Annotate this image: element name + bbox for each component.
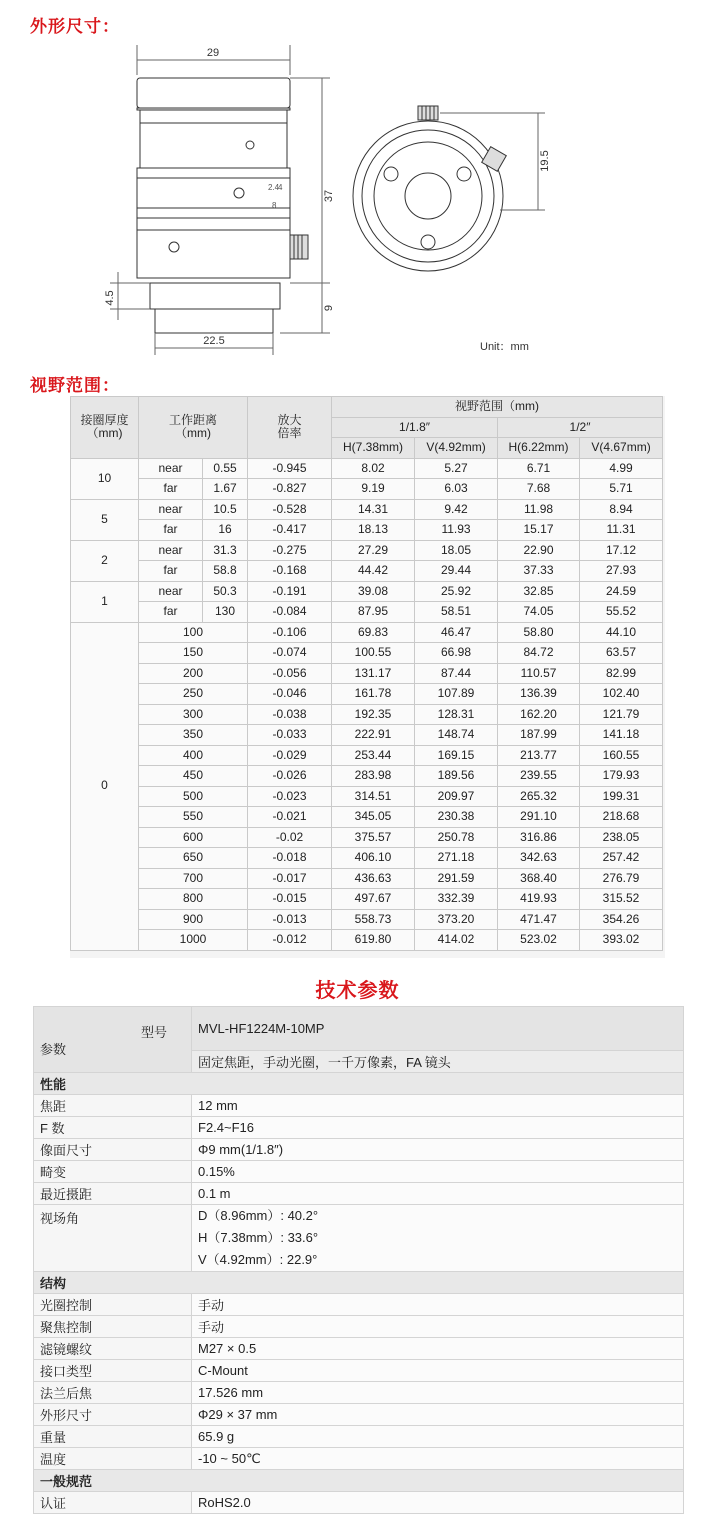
certification-value: RoHS2.0	[192, 1492, 684, 1514]
fov-row	[71, 499, 663, 520]
category-performance: 性能	[34, 1073, 684, 1095]
fov-value-cell: 29.44	[415, 561, 498, 582]
magnification-cell: -0.275	[248, 540, 332, 561]
magnification-cell: -0.012	[248, 930, 332, 951]
fov-row	[71, 745, 663, 766]
focus-control-value: 手动	[192, 1316, 684, 1338]
magnification-cell: -0.017	[248, 868, 332, 889]
focal-length-value: 12 mm	[192, 1095, 684, 1117]
fov-value-cell: 265.32	[498, 786, 580, 807]
magnification-cell: -0.021	[248, 807, 332, 828]
working-distance-cell: 1.67	[203, 479, 248, 500]
dim-9-label: 9	[323, 304, 335, 312]
fov-value-cell: 87.44	[415, 663, 498, 684]
near-far-label: far	[139, 479, 203, 500]
fov-value-cell: 8.02	[332, 458, 415, 479]
ring-mark-8: 8	[272, 201, 277, 210]
working-distance-cell: 600	[139, 827, 248, 848]
fov-value-cell: 179.93	[580, 766, 663, 787]
fov-value-cell: 4.99	[580, 458, 663, 479]
working-distance-cell: 100	[139, 622, 248, 643]
dim-22-5-label: 22.5	[203, 335, 225, 347]
fov-value-cell: 419.93	[498, 889, 580, 910]
fov-value-cell: 345.05	[332, 807, 415, 828]
fov-value-cell: 121.79	[580, 704, 663, 725]
near-far-label: near	[139, 540, 203, 561]
working-distance-cell: 400	[139, 745, 248, 766]
fov-value-cell: 46.47	[415, 622, 498, 643]
fov-value-cell: 11.31	[580, 520, 663, 541]
fov-value-cell: 14.31	[332, 499, 415, 520]
fov-value-cell: 497.67	[332, 889, 415, 910]
fov-value-cell: 24.59	[580, 581, 663, 602]
weight-value: 65.9 g	[192, 1426, 684, 1448]
param-value: 固定焦距，手动光圈，一千万像素，FA 镜头	[192, 1051, 684, 1073]
near-far-label: near	[139, 499, 203, 520]
fov-row	[71, 581, 663, 602]
fov-value-cell: 58.51	[415, 602, 498, 623]
distortion-value: 0.15%	[192, 1161, 684, 1183]
magnification-cell: -0.013	[248, 909, 332, 930]
mount-value: C-Mount	[192, 1360, 684, 1382]
temperature-key: 温度	[34, 1448, 192, 1470]
f-number-key: F 数	[34, 1117, 192, 1139]
fov-value-cell: 316.86	[498, 827, 580, 848]
fov-row	[71, 909, 663, 930]
temperature-value: -10 ~ 50℃	[192, 1448, 684, 1470]
working-distance-cell: 450	[139, 766, 248, 787]
magnification-cell: -0.074	[248, 643, 332, 664]
magnification-cell: -0.033	[248, 725, 332, 746]
focus-control-key: 聚焦控制	[34, 1316, 192, 1338]
fov-row	[71, 602, 663, 623]
working-distance-cell: 10.5	[203, 499, 248, 520]
ring-thickness-cell: 1	[71, 581, 139, 622]
fov-table-container	[70, 396, 665, 958]
fov-value-cell: 314.51	[332, 786, 415, 807]
fov-value-cell: 276.79	[580, 868, 663, 889]
working-distance-cell: 900	[139, 909, 248, 930]
fov-row	[71, 479, 663, 500]
fov-value-cell: 315.52	[580, 889, 663, 910]
fov-angle-value	[192, 1205, 684, 1272]
fov-row	[71, 848, 663, 869]
header-magnification: 放大 倍率	[248, 397, 332, 459]
image-size-key: 像面尺寸	[34, 1139, 192, 1161]
dimensions-section-title: 外形尺寸：	[30, 17, 120, 36]
mount-key: 接口类型	[34, 1360, 192, 1382]
fov-value-cell: 27.93	[580, 561, 663, 582]
fov-value-cell: 523.02	[498, 930, 580, 951]
fov-row	[71, 786, 663, 807]
fov-value-cell: 5.71	[580, 479, 663, 500]
dim-37-label: 37	[323, 189, 335, 203]
fov-angle-h: H（7.38mm）: 33.6°	[198, 1230, 319, 1245]
fov-row	[71, 622, 663, 643]
fov-value-cell: 271.18	[415, 848, 498, 869]
header-working-distance: 工作距离 （mm)	[139, 397, 248, 459]
fov-row	[71, 868, 663, 889]
fov-value-cell: 283.98	[332, 766, 415, 787]
fov-value-cell: 253.44	[332, 745, 415, 766]
fov-value-cell: 160.55	[580, 745, 663, 766]
fov-value-cell: 291.10	[498, 807, 580, 828]
magnification-cell: -0.023	[248, 786, 332, 807]
fov-row	[71, 930, 663, 951]
magnification-cell: -0.015	[248, 889, 332, 910]
fov-value-cell: 354.26	[580, 909, 663, 930]
fov-value-cell: 39.08	[332, 581, 415, 602]
fov-value-cell: 239.55	[498, 766, 580, 787]
iris-control-key: 光圈控制	[34, 1294, 192, 1316]
working-distance-cell: 800	[139, 889, 248, 910]
working-distance-cell: 1000	[139, 930, 248, 951]
spec-section-title: 技术参数	[315, 980, 400, 1002]
fov-value-cell: 8.94	[580, 499, 663, 520]
fov-value-cell: 37.33	[498, 561, 580, 582]
fov-value-cell: 25.92	[415, 581, 498, 602]
fov-value-cell: 32.85	[498, 581, 580, 602]
working-distance-cell: 150	[139, 643, 248, 664]
fov-value-cell: 69.83	[332, 622, 415, 643]
fov-value-cell: 11.93	[415, 520, 498, 541]
fov-value-cell: 250.78	[415, 827, 498, 848]
fov-value-cell: 6.03	[415, 479, 498, 500]
magnification-cell: -0.827	[248, 479, 332, 500]
focal-length-key: 焦距	[34, 1095, 192, 1117]
working-distance-cell: 350	[139, 725, 248, 746]
distortion-key: 畸变	[34, 1161, 192, 1183]
fov-value-cell: 74.05	[498, 602, 580, 623]
near-far-label: far	[139, 520, 203, 541]
working-distance-cell: 650	[139, 848, 248, 869]
fov-value-cell: 9.42	[415, 499, 498, 520]
fov-angle-v: V（4.92mm）: 22.9°	[198, 1252, 318, 1267]
fov-value-cell: 84.72	[498, 643, 580, 664]
fov-value-cell: 257.42	[580, 848, 663, 869]
magnification-cell: -0.084	[248, 602, 332, 623]
fov-value-cell: 406.10	[332, 848, 415, 869]
fov-value-cell: 136.39	[498, 684, 580, 705]
fov-table-body	[71, 458, 663, 950]
fov-value-cell: 148.74	[415, 725, 498, 746]
header-v-4-67: V(4.67mm)	[580, 438, 663, 459]
fov-value-cell: 342.63	[498, 848, 580, 869]
dim-19-5-label: 19.5	[539, 150, 551, 172]
fov-value-cell: 22.90	[498, 540, 580, 561]
header-fov: 视野范围（mm)	[332, 397, 663, 418]
size-value: Φ29 × 37 mm	[192, 1404, 684, 1426]
working-distance-cell: 250	[139, 684, 248, 705]
fov-value-cell: 209.97	[415, 786, 498, 807]
model-value: MVL-HF1224M-10MP	[192, 1007, 684, 1051]
fov-value-cell: 18.13	[332, 520, 415, 541]
fov-value-cell: 161.78	[332, 684, 415, 705]
magnification-cell: -0.038	[248, 704, 332, 725]
fov-value-cell: 100.55	[332, 643, 415, 664]
f-number-value: F2.4~F16	[192, 1117, 684, 1139]
fov-value-cell: 189.56	[415, 766, 498, 787]
fov-value-cell: 131.17	[332, 663, 415, 684]
fov-angle-d: D（8.96mm）: 40.2°	[198, 1208, 319, 1223]
ring-mark-4: 4	[278, 183, 283, 192]
fov-value-cell: 199.31	[580, 786, 663, 807]
working-distance-cell: 550	[139, 807, 248, 828]
fov-value-cell: 82.99	[580, 663, 663, 684]
size-key: 外形尺寸	[34, 1404, 192, 1426]
fov-value-cell: 187.99	[498, 725, 580, 746]
fov-value-cell: 213.77	[498, 745, 580, 766]
working-distance-cell: 16	[203, 520, 248, 541]
fov-row	[71, 725, 663, 746]
fov-value-cell: 66.98	[415, 643, 498, 664]
fov-row	[71, 643, 663, 664]
fov-value-cell: 192.35	[332, 704, 415, 725]
ring-thickness-cell: 10	[71, 458, 139, 499]
working-distance-cell: 31.3	[203, 540, 248, 561]
fov-value-cell: 222.91	[332, 725, 415, 746]
fov-value-cell: 44.10	[580, 622, 663, 643]
magnification-cell: -0.528	[248, 499, 332, 520]
magnification-cell: -0.026	[248, 766, 332, 787]
spec-corner-header	[34, 1007, 192, 1073]
fov-value-cell: 87.95	[332, 602, 415, 623]
fov-value-cell: 436.63	[332, 868, 415, 889]
fov-value-cell: 218.68	[580, 807, 663, 828]
spec-table-container	[33, 1006, 683, 1514]
fov-value-cell: 44.42	[332, 561, 415, 582]
header-v-4-92: V(4.92mm)	[415, 438, 498, 459]
magnification-cell: -0.191	[248, 581, 332, 602]
fov-value-cell: 58.80	[498, 622, 580, 643]
fov-value-cell: 55.52	[580, 602, 663, 623]
fov-row	[71, 704, 663, 725]
fov-value-cell: 414.02	[415, 930, 498, 951]
ring-thickness-cell: 2	[71, 540, 139, 581]
fov-value-cell: 27.29	[332, 540, 415, 561]
magnification-cell: -0.046	[248, 684, 332, 705]
magnification-cell: -0.02	[248, 827, 332, 848]
magnification-cell: -0.106	[248, 622, 332, 643]
mod-key: 最近摄距	[34, 1183, 192, 1205]
fov-value-cell: 15.17	[498, 520, 580, 541]
magnification-cell: -0.417	[248, 520, 332, 541]
fov-value-cell: 162.20	[498, 704, 580, 725]
fov-row	[71, 827, 663, 848]
model-key: 型号	[140, 1024, 167, 1040]
fov-value-cell: 18.05	[415, 540, 498, 561]
fov-row	[71, 520, 663, 541]
dim-4-5-label: 4.5	[104, 290, 116, 306]
near-far-label: far	[139, 602, 203, 623]
dim-29-label: 29	[206, 47, 220, 59]
fov-row	[71, 766, 663, 787]
header-sensor-1-2: 1/2″	[498, 417, 663, 438]
fov-row	[71, 684, 663, 705]
fov-row	[71, 561, 663, 582]
fov-row	[71, 458, 663, 479]
fov-value-cell: 169.15	[415, 745, 498, 766]
working-distance-cell: 300	[139, 704, 248, 725]
near-far-label: near	[139, 458, 203, 479]
working-distance-cell: 50.3	[203, 581, 248, 602]
fov-value-cell: 9.19	[332, 479, 415, 500]
ring-thickness-cell: 0	[71, 622, 139, 950]
near-far-label: near	[139, 581, 203, 602]
header-h-7-38: H(7.38mm)	[332, 438, 415, 459]
working-distance-cell: 500	[139, 786, 248, 807]
fov-value-cell: 332.39	[415, 889, 498, 910]
flange-key: 法兰后焦	[34, 1382, 192, 1404]
magnification-cell: -0.168	[248, 561, 332, 582]
ring-mark-2-4: 2.4	[268, 183, 280, 192]
fov-value-cell: 291.59	[415, 868, 498, 889]
fov-value-cell: 238.05	[580, 827, 663, 848]
fov-value-cell: 102.40	[580, 684, 663, 705]
fov-value-cell: 5.27	[415, 458, 498, 479]
ring-thickness-cell: 5	[71, 499, 139, 540]
fov-value-cell: 471.47	[498, 909, 580, 930]
header-h-6-22: H(6.22mm)	[498, 438, 580, 459]
working-distance-cell: 700	[139, 868, 248, 889]
param-key: 参数	[40, 1041, 67, 1057]
fov-value-cell: 7.68	[498, 479, 580, 500]
header-ring-thickness: 接圈厚度 （mm)	[71, 397, 139, 459]
working-distance-cell: 58.8	[203, 561, 248, 582]
fov-value-cell: 107.89	[415, 684, 498, 705]
fov-row	[71, 540, 663, 561]
magnification-cell: -0.018	[248, 848, 332, 869]
near-far-label: far	[139, 561, 203, 582]
working-distance-cell: 130	[203, 602, 248, 623]
fov-section-title: 视野范围：	[30, 376, 120, 395]
working-distance-cell: 200	[139, 663, 248, 684]
weight-key: 重量	[34, 1426, 192, 1448]
fov-value-cell: 375.57	[332, 827, 415, 848]
iris-control-value: 手动	[192, 1294, 684, 1316]
spec-table	[33, 1006, 684, 1514]
fov-value-cell: 17.12	[580, 540, 663, 561]
flange-value: 17.526 mm	[192, 1382, 684, 1404]
fov-value-cell: 110.57	[498, 663, 580, 684]
fov-value-cell: 393.02	[580, 930, 663, 951]
fov-table	[70, 396, 663, 951]
magnification-cell: -0.029	[248, 745, 332, 766]
mod-value: 0.1 m	[192, 1183, 684, 1205]
lens-dimension-drawing	[0, 40, 715, 360]
category-general: 一般规范	[34, 1470, 684, 1492]
filter-thread-key: 滤镜螺纹	[34, 1338, 192, 1360]
category-structure: 结构	[34, 1272, 684, 1294]
fov-value-cell: 558.73	[332, 909, 415, 930]
fov-value-cell: 11.98	[498, 499, 580, 520]
fov-angle-key: 视场角	[34, 1205, 192, 1272]
fov-row	[71, 889, 663, 910]
filter-thread-value: M27 × 0.5	[192, 1338, 684, 1360]
magnification-cell: -0.945	[248, 458, 332, 479]
fov-value-cell: 141.18	[580, 725, 663, 746]
fov-value-cell: 368.40	[498, 868, 580, 889]
image-size-value: Φ9 mm(1/1.8″)	[192, 1139, 684, 1161]
fov-row	[71, 807, 663, 828]
fov-row	[71, 663, 663, 684]
header-sensor-1-1-8: 1/1.8″	[332, 417, 498, 438]
certification-key: 认证	[34, 1492, 192, 1514]
fov-value-cell: 6.71	[498, 458, 580, 479]
working-distance-cell: 0.55	[203, 458, 248, 479]
fov-value-cell: 230.38	[415, 807, 498, 828]
fov-value-cell: 373.20	[415, 909, 498, 930]
fov-value-cell: 128.31	[415, 704, 498, 725]
unit-label: Unit：mm	[480, 341, 529, 353]
fov-value-cell: 63.57	[580, 643, 663, 664]
fov-value-cell: 619.80	[332, 930, 415, 951]
magnification-cell: -0.056	[248, 663, 332, 684]
